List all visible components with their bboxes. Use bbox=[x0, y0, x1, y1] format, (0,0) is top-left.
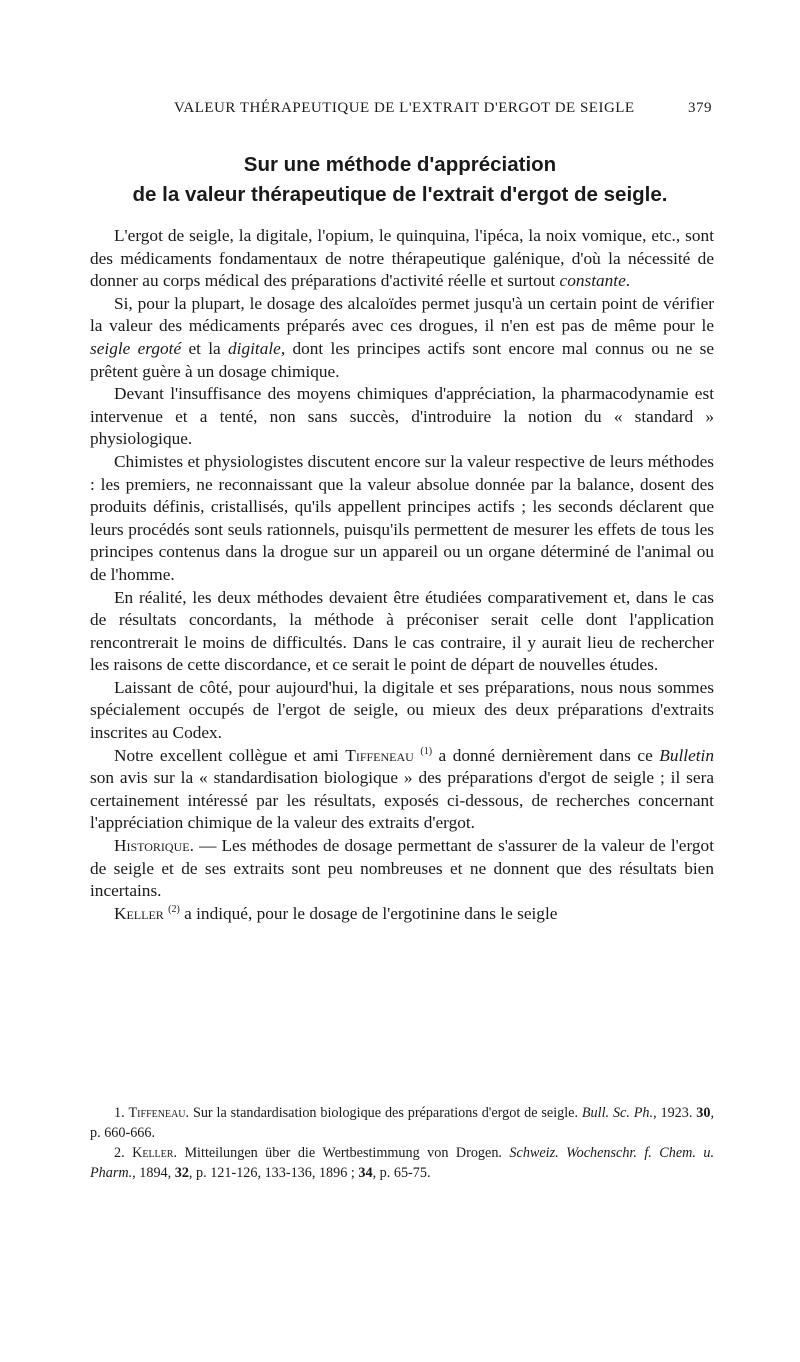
paragraph-9: Keller $^{(2)}$ a indiqué, pour le dosage de l'ergotinine dans le seigle bbox=[114, 903, 558, 923]
emphasis-bulletin: Bulletin bbox=[659, 745, 714, 765]
page-number: 379 bbox=[688, 100, 712, 116]
paragraph-3: Devant l'insuffisance des moyens chimiques d'appréciation, la pharmacodynamie est intervenue et a tenté, non sans succès, d'introduire la notion du « standard » physiologique. bbox=[90, 384, 714, 449]
paragraph-5: En réalité, les deux méthodes devaient être étudiées comparativement et, dans le cas de résultats concordants, la méthode à préconiser serait celle dont l'application rencontrerait le moins de difficultés. Dans le cas contraire, il y aurait lieu de rechercher les raisons de cette discordance, et ce serait le point de départ de nouvelles études. bbox=[90, 587, 714, 675]
footnote-1: 1. Tiffeneau. Sur la standardisation biologique des préparations d'ergot de seigle. Bull. Sc. Ph., 1923. 30, p. 660-666. bbox=[90, 1105, 715, 1141]
section-head-historique: Historique. bbox=[114, 836, 194, 856]
paragraph-6: Laissant de côté, pour aujourd'hui, la digitale et ses préparations, nous nous sommes spécialement occupés de l'ergot de seigle, ou mieux des deux préparations d'extraits inscrites au Codex. bbox=[90, 677, 714, 743]
emphasis-seigle-ergote: seigle ergoté bbox=[90, 338, 182, 358]
title-line-2: de la valeur thérapeutique de l'extrait d'ergot de seigle. bbox=[132, 183, 668, 206]
article-title bbox=[0, 150, 800, 210]
title-line-1: Sur une méthode d'appréciation bbox=[243, 153, 557, 176]
footnote-ref-1: (1) bbox=[420, 745, 433, 757]
running-head-title: VALEUR THÉRAPEUTIQUE DE L'EXTRAIT D'ERGOT DE SEIGLE bbox=[174, 100, 635, 116]
paragraph-7: Notre excellent collègue et ami Tiffeneau $^{(1)}$ a donné dernièrement dans ce Bulletin son avis sur la « standardisation biologique » des préparations d'ergot de seigle ; il sera certainement intéressé par les résultats, exposés ci-dessous, de recherches concernant l'appréciation chimique de la valeur des extraits d'ergot. bbox=[90, 745, 714, 833]
footnote-2: 2. Keller. Mitteilungen über die Wertbestimmung von Drogen. Schweiz. Wochenschr. f. Chem. u. Pharm., 1894, 32, p. 121-126, 133-136, 1896 ; 34, p. 65-75. bbox=[90, 1145, 715, 1181]
footnote-ref-2: (2) bbox=[168, 904, 180, 916]
paragraph-1: L'ergot de seigle, la digitale, l'opium, le quinquina, l'ipéca, la noix vomique, etc., sont des médicaments fondamentaux de notre thérapeutique galénique, d'où la nécessité de donner au corps médical des préparations d'activité réelle et surtout constante. bbox=[90, 226, 714, 291]
paragraph-2: Si, pour la plupart, le dosage des alcaloïdes permet jusqu'à un certain point de vérifier la valeur des médicaments préparés avec ces drogues, il n'en est pas de même pour le seigle ergoté et la digitale, dont les principes actifs sont encore mal connus ou ne se prêtent guère à un dosage chimique. bbox=[90, 293, 715, 381]
emphasis-digitale: digitale bbox=[228, 338, 281, 358]
paragraph-8: Historique. — Les méthodes de dosage permettant de s'assurer de la valeur de l'ergot de seigle et de ses extraits sont peu nombreuses et ne donnent que des résultats bien incertains. bbox=[90, 836, 714, 901]
emphasis-constante: constante bbox=[559, 271, 626, 291]
author-name: Tiffeneau bbox=[345, 745, 414, 765]
article-body bbox=[90, 225, 714, 925]
author-name: Keller bbox=[114, 903, 164, 923]
paragraph-4: Chimistes et physiologistes discutent encore sur la valeur respective de leurs méthodes : les premiers, ne reconnaissant que la valeur absolue donnée par la balance, dosent des produits définis, cristallisés, qu'ils appellent principes actifs ; les seconds déclarent que leurs procédés sont seuls rationnels, puisqu'ils permettent de mesurer les effets de tous les principes contenus dans la drogue sur un appareil ou un organe déterminé de l'animal ou de l'homme. bbox=[90, 451, 714, 584]
footnotes bbox=[90, 1103, 714, 1183]
